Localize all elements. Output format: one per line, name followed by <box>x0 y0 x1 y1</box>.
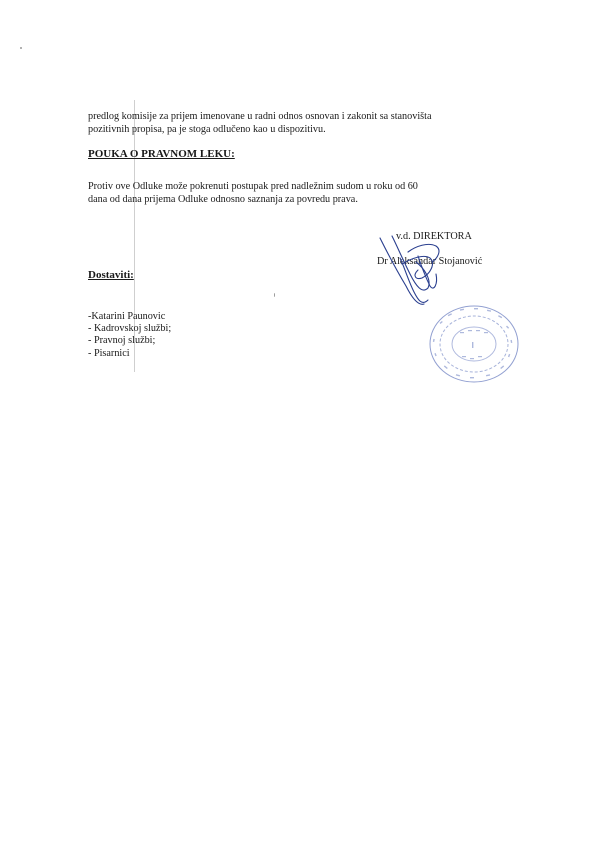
section-heading: POUKA O PRAVNOM LEKU: <box>88 148 235 160</box>
instruction-line: dana od dana prijema Odluke odnosno saznanja za povredu prava. <box>88 194 358 205</box>
scan-speck <box>274 293 275 297</box>
intro-line: pozitivnih propisa, pa je stoga odlučeno kao u dispozitivu. <box>88 124 326 135</box>
intro-line: predlog komisije za prijem imenovane u radni odnos osnovan i zakonit sa stanovišta <box>88 111 432 122</box>
recipient-item: -Katarini Paunovic <box>88 311 166 322</box>
intro-paragraph <box>88 110 510 136</box>
official-stamp <box>426 302 522 388</box>
scan-speck <box>20 47 22 49</box>
distribution-heading: Dostaviti: <box>88 269 134 281</box>
signatory-name: Dr Aleksandar Stojanović <box>377 256 483 267</box>
signature-title: v.d. DIREKTORA <box>396 231 472 242</box>
recipient-item: - Pravnoj službi; <box>88 335 156 347</box>
distribution-list <box>88 311 171 360</box>
instruction-paragraph <box>88 180 510 206</box>
instruction-line: Protiv ove Odluke može pokrenuti postupak pred nadležnim sudom u roku od 60 <box>88 181 418 192</box>
recipient-item: - Pisarnici <box>88 347 130 359</box>
recipient-item: - Kadrovskoj službi; <box>88 323 172 335</box>
